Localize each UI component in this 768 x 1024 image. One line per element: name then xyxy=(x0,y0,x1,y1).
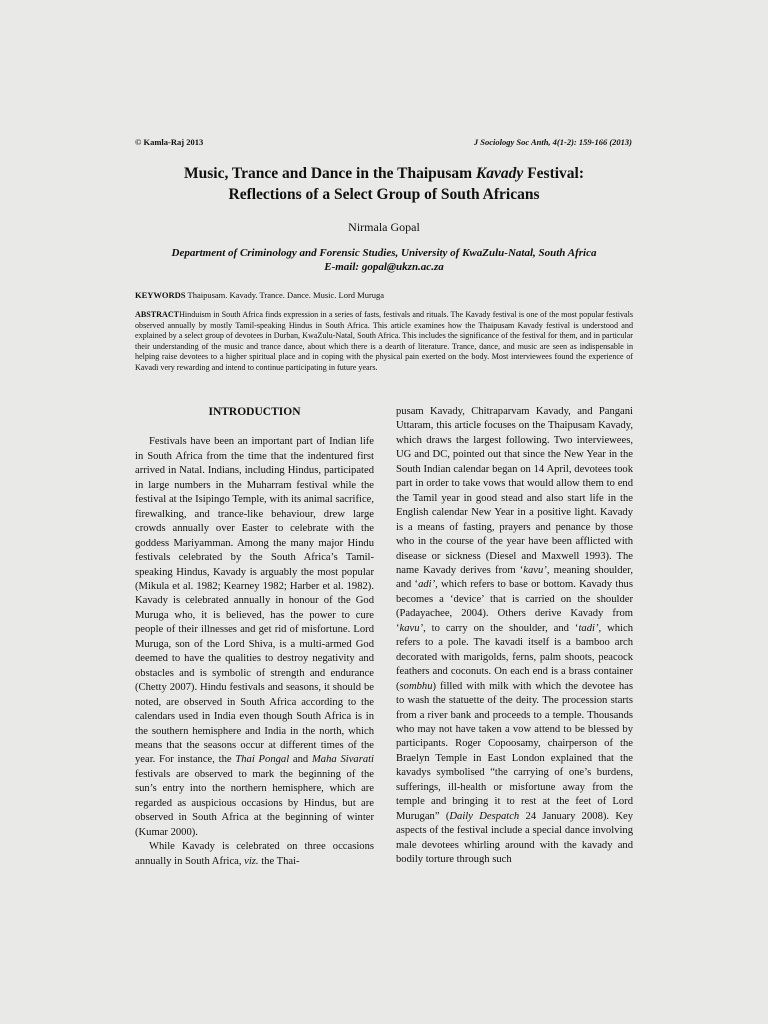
p2-italic-kavu-2: kavu’ xyxy=(399,622,424,634)
abstract xyxy=(135,310,633,373)
paragraph-1 xyxy=(135,435,374,840)
p2-text-e: , to carry on the shoulder, and ‘ xyxy=(423,622,579,634)
paragraph-2-continued xyxy=(396,405,633,868)
p2-italic-kavu: kavu’ xyxy=(523,564,547,576)
section-heading: INTRODUCTION xyxy=(208,406,301,418)
abstract-text: Hinduism in South Africa finds expression in a series of fasts, festivals and rituals. The Kavady festival is one of the most popular festivals observed annually by mostly Tamil-speaking Hindus in South Africa. This article examines how the Thaipusam Kavady festival is understood and explained by a select group of devotees in Durban, KwaZulu-Natal, South Africa. This includes the significance of the festival for them, and in particular their understanding of the music and trance dance, about which there is a dearth of literature. Trance, dance, and music are seen as indispensable in helping raise devotees to a higher spiritual place and in coping with the physical pain exerted on the body. Most interviewees found the experience of Kavadi very rewarding and intend to continue participating in future years. xyxy=(135,310,633,372)
body-column-left xyxy=(135,405,374,869)
p2-italic-sombhu: sombhu xyxy=(399,680,433,692)
journal-citation-header: J Sociology Soc Anth, 4(1-2): 159-166 (2013) xyxy=(473,137,632,147)
keywords-label: KEYWORDS xyxy=(135,290,186,300)
p2-text-a: While Kavady is celebrated on three occasions annually in South Africa, xyxy=(135,841,374,867)
p1-text-c: festivals are observed to mark the beginning of the sun’s entry into the northern hemisphere, which are regarded as auspicious occasions by Hindus, but are observed in South Africa at the beginning of winter (Kumar 2000). xyxy=(135,768,374,838)
department: Department of Criminology and Forensic Studies, University of KwaZulu-Natal, South Africa xyxy=(171,247,597,259)
p2-italic-adi: adi’, xyxy=(418,579,438,591)
title-line-2: Reflections of a Select Group of South Africans xyxy=(228,186,540,203)
p2-text-b-cont: pusam Kavady, Chitraparvam Kavady, and Pangani Uttaram, this article focuses on the Thaipusam Kavady, which draws the largest following. Two interviewees, UG and DC, pointed out that since the New Year in the South Indian calendar began on 14 April, devotees took part in order to take vows that would allow them to end the Tamil year in good stead and also start life in the English calendar New Year in a positive light. Kavady is a means of fasting, prayers and penance by those who in the course of the year have been afflicted with disease or sickness (Diesel and Maxwell 1993). The name Kavady derives from ‘ xyxy=(396,406,633,576)
copyright-header: © Kamla-Raj 2013 xyxy=(135,137,204,147)
p2-text-c: , meaning shoulder, and ‘ xyxy=(396,564,633,591)
p2-text-d: which refers to base or bottom. Kavady thus becomes a ‘device’ that is carried on the shoulder (Padayachee, 2004). Others derive Kavady from ‘ xyxy=(396,579,633,634)
p2-italic-tadi: tadi’, xyxy=(578,622,602,634)
title-italic: Kavady xyxy=(475,165,524,182)
p2-text-b-start: the Thai- xyxy=(258,855,300,867)
p2-text-h: 24 January 2008). Key aspects of the festival include a special dance involving male devotees whirling around with the kavady and bodily torture through such xyxy=(396,810,633,866)
body-column-right xyxy=(396,405,633,868)
author-name: Nirmala Gopal xyxy=(348,220,420,234)
p1-italic-1: Thai Pongal xyxy=(235,754,290,766)
abstract-label: ABSTRACT xyxy=(135,310,180,319)
title-part-1: Music, Trance and Dance in the Thaipusam xyxy=(183,165,476,182)
p2-text-f: which refers to a pole. The kavadi itself is a bamboo arch decorated with marigolds, ferns, palm shoots, peacock feathers and coconuts. On each end is a brass container ( xyxy=(396,622,633,692)
email: E-mail: gopal@ukzn.ac.za xyxy=(324,261,444,273)
p1-text-b: and xyxy=(289,754,312,766)
author-affiliation xyxy=(120,246,648,274)
p2-italic-viz: viz. xyxy=(244,855,259,867)
paragraph-2-start xyxy=(135,840,374,869)
title-part-2: Festival: xyxy=(523,165,585,182)
p2-text-g: ) filled with milk with which the devotee has to wash the statuette of the deity. The procession starts from a river bank and proceeds to a temple. Thousands who may not have taken a vow attend to be blessed by participants. Roger Copoosamy, chairperson of the Braelyn Temple in East London explained that the kavadys symbolised “the carrying of one’s burdens, sufferings, ill-health or misfortune away from the temple and bringing it to rest at the feet of Lord Murugan” ( xyxy=(396,680,633,822)
keywords xyxy=(135,290,635,300)
p1-italic-2: Maha Sivarati xyxy=(311,754,375,766)
article-title xyxy=(120,163,648,205)
p2-italic-daily-despatch: Daily Despatch xyxy=(449,810,520,822)
p1-text-a: Festivals have been an important part of Indian life in South Africa from the time that the indentured first arrived in Natal. Indians, including Hindus, participated in large numbers in the Muharram festival while the festival at the Isipingo Temple, with its animal sacrifice, firewalking, and trance-like behaviour, drew large crowds annually over Easter to celebrate with the goddess Mariyamman. Among the many major Hindu festivals celebrated by the South Africa’s Tamil-speaking Hindus, Kavady is arguably the most popular (Mikula et al. 1982; Kearney 1982; Harber et al. 1982). Kavady is celebrated annually in honour of the God Muruga who, it is believed, has the power to cure people of their illnesses and get rid of misfortune. Lord Muruga, son of the Lord Shiva, is a multi-armed God deemed to have the qualities to destroy negativity and obstacles and is symbolic of strength and endurance (Chetty 2007). Hindu festivals and seasons, it should be noted, are observed in South Africa according to the calendars used in India even though South Africa is in the southern hemisphere and India in the north, which means that the seasons occur at different times of the year. For instance, the xyxy=(135,436,374,766)
keywords-text: Thaipusam. Kavady. Trance. Dance. Music. Lord Muruga xyxy=(185,290,385,300)
